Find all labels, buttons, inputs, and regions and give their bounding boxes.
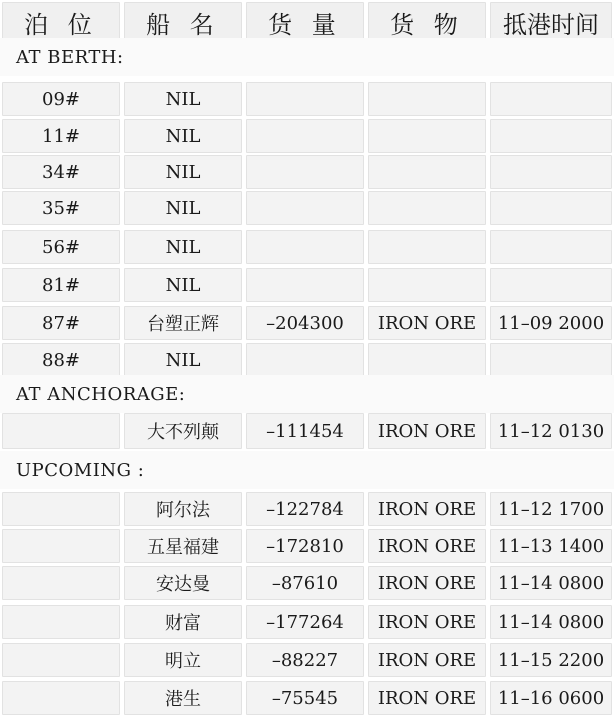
table-row [0,564,614,602]
eta-cell [490,230,612,264]
cargo-cell [368,191,486,225]
ship-cell: NIL [124,191,242,225]
ship-cell: NIL [124,119,242,153]
table-row [0,189,614,227]
quantity-cell: –88227 [246,643,364,677]
header-berth: 泊 位 [2,2,120,42]
cargo-cell: IRON ORE [368,413,486,449]
eta-cell: 11–16 0600 [490,681,612,715]
table-row [0,411,614,451]
ship-cell: 大不列颠 [124,413,242,449]
berth-cell: 88# [2,343,120,377]
quantity-cell [246,191,364,225]
eta-cell [490,155,612,189]
berth-cell: 34# [2,155,120,189]
header-cargo: 货 物 [368,2,486,42]
berth-cell [2,529,120,563]
quantity-cell: –122784 [246,492,364,526]
cargo-cell [368,82,486,116]
eta-cell [490,268,612,302]
berth-cell: 81# [2,268,120,302]
section-at-berth: AT BERTH: [0,38,614,76]
ship-cell: NIL [124,82,242,116]
cargo-cell: IRON ORE [368,566,486,600]
quantity-cell: –177264 [246,605,364,639]
berth-cell: 56# [2,230,120,264]
cargo-cell: IRON ORE [368,492,486,526]
cargo-cell [368,268,486,302]
quantity-cell: –111454 [246,413,364,449]
table-row [0,490,614,528]
quantity-cell [246,82,364,116]
berth-cell: 09# [2,82,120,116]
quantity-cell [246,343,364,377]
eta-cell: 11–12 0130 [490,413,612,449]
quantity-cell: –75545 [246,681,364,715]
berth-cell [2,605,120,639]
berth-cell: 11# [2,119,120,153]
table-row [0,679,614,717]
ship-cell: NIL [124,230,242,264]
section-at-anchorage: AT ANCHORAGE: [0,375,614,413]
cargo-cell [368,119,486,153]
section-upcoming: UPCOMING : [0,451,614,489]
eta-cell: 11–09 2000 [490,306,612,340]
berth-cell [2,643,120,677]
eta-cell [490,82,612,116]
header-eta: 抵港时间 [490,2,612,42]
ship-cell: NIL [124,268,242,302]
ship-cell: 五星福建 [124,529,242,563]
cargo-cell [368,343,486,377]
eta-cell: 11–14 0800 [490,566,612,600]
berth-cell [2,413,120,449]
table-row [0,266,614,304]
table-row [0,641,614,679]
table-row [0,80,614,118]
table-row [0,527,614,565]
cargo-cell [368,155,486,189]
berth-cell: 35# [2,191,120,225]
quantity-cell [246,155,364,189]
quantity-cell: –172810 [246,529,364,563]
table-row [0,153,614,191]
ship-cell: NIL [124,155,242,189]
eta-cell: 11–15 2200 [490,643,612,677]
eta-cell [490,343,612,377]
ship-cell: 财富 [124,605,242,639]
quantity-cell: –87610 [246,566,364,600]
quantity-cell: –204300 [246,306,364,340]
eta-cell [490,119,612,153]
ship-cell: 港生 [124,681,242,715]
ship-cell: 安达曼 [124,566,242,600]
cargo-cell: IRON ORE [368,643,486,677]
eta-cell: 11–13 1400 [490,529,612,563]
eta-cell: 11–12 1700 [490,492,612,526]
table-row [0,341,614,379]
quantity-cell [246,230,364,264]
ship-cell: 台塑正辉 [124,306,242,340]
ship-cell: 阿尔法 [124,492,242,526]
eta-cell [490,191,612,225]
cargo-cell [368,230,486,264]
ship-cell: NIL [124,343,242,377]
berth-cell: 87# [2,306,120,340]
ship-cell: 明立 [124,643,242,677]
header-ship-name: 船 名 [124,2,242,42]
table-row [0,117,614,155]
cargo-cell: IRON ORE [368,605,486,639]
eta-cell: 11–14 0800 [490,605,612,639]
cargo-cell: IRON ORE [368,529,486,563]
table-row [0,228,614,266]
header-quantity: 货 量 [246,2,364,42]
quantity-cell [246,119,364,153]
cargo-cell: IRON ORE [368,306,486,340]
berth-cell [2,566,120,600]
table-row [0,603,614,641]
berth-cell [2,681,120,715]
cargo-cell: IRON ORE [368,681,486,715]
table-row [0,304,614,342]
quantity-cell [246,268,364,302]
berth-cell [2,492,120,526]
